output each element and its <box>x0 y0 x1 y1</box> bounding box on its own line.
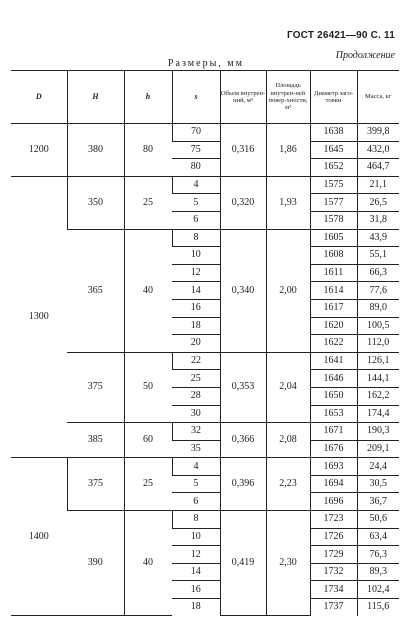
cell-mass: 115,6 <box>357 599 399 616</box>
cell-s: 10 <box>172 247 220 265</box>
cell-mass: 100,5 <box>357 317 399 335</box>
table-row <box>11 511 399 529</box>
cell-mass: 63,4 <box>357 528 399 546</box>
cell-H: 350 <box>67 176 124 229</box>
cell-vol: 0,396 <box>220 458 266 511</box>
cell-mass: 190,3 <box>357 423 399 441</box>
cell-h: 25 <box>124 458 172 511</box>
cell-mass: 43,9 <box>357 229 399 247</box>
cell-diameter: 1638 <box>310 124 357 142</box>
cell-diameter: 1734 <box>310 581 357 599</box>
continuation-label: Продолжение <box>335 50 395 61</box>
table-row <box>11 124 399 142</box>
cell-mass: 162,2 <box>357 387 399 405</box>
cell-s: 10 <box>172 528 220 546</box>
cell-D: 1200 <box>11 124 67 177</box>
cell-s: 30 <box>172 405 220 423</box>
table-row <box>11 229 399 247</box>
cell-s: 14 <box>172 563 220 581</box>
cell-D: 1400 <box>11 458 67 616</box>
cell-diameter: 1620 <box>310 317 357 335</box>
col-header-diameter: Диаметр заго-товки <box>310 71 357 124</box>
cell-mass: 174,4 <box>357 405 399 423</box>
cell-area: 2,08 <box>266 423 310 458</box>
cell-area: 2,23 <box>266 458 310 511</box>
cell-mass: 209,1 <box>357 440 399 458</box>
cell-area: 2,30 <box>266 511 310 616</box>
cell-h: 40 <box>124 511 172 616</box>
cell-diameter: 1652 <box>310 159 357 177</box>
cell-diameter: 1650 <box>310 387 357 405</box>
cell-vol: 0,366 <box>220 423 266 458</box>
cell-s: 70 <box>172 124 220 142</box>
cell-s: 20 <box>172 335 220 353</box>
cell-s: 6 <box>172 211 220 229</box>
cell-diameter: 1726 <box>310 528 357 546</box>
cell-H: 365 <box>67 229 124 352</box>
cell-s: 22 <box>172 352 220 370</box>
cell-diameter: 1646 <box>310 370 357 388</box>
cell-diameter: 1622 <box>310 335 357 353</box>
col-header-h: h <box>124 71 172 124</box>
col-header-D: D <box>11 71 67 124</box>
cell-diameter: 1729 <box>310 546 357 564</box>
cell-s: 4 <box>172 458 220 476</box>
cell-s: 18 <box>172 317 220 335</box>
cell-diameter: 1641 <box>310 352 357 370</box>
cell-area: 1,86 <box>266 124 310 177</box>
cell-diameter: 1577 <box>310 194 357 212</box>
cell-H: 375 <box>67 352 124 422</box>
cell-diameter: 1645 <box>310 141 357 159</box>
cell-diameter: 1614 <box>310 282 357 300</box>
cell-s: 18 <box>190 601 201 613</box>
col-header-H: H <box>67 71 124 124</box>
cell-area: 2,04 <box>266 352 310 422</box>
table-header-row <box>11 71 399 124</box>
cell-h: 80 <box>124 124 172 177</box>
cell-s: 4 <box>172 176 220 194</box>
cell-mass: 432,0 <box>357 141 399 159</box>
cell-s: 8 <box>172 511 220 529</box>
cell-h: 60 <box>124 423 172 458</box>
cell-area: 1,93 <box>266 176 310 229</box>
cell-mass: 66,3 <box>357 264 399 282</box>
sizes-caption: Размеры, мм <box>168 58 244 69</box>
cell-vol: 0,340 <box>220 229 266 352</box>
cell-diameter: 1617 <box>310 299 357 317</box>
cell-mass: 21,1 <box>357 176 399 194</box>
col-header-area: Площадь внутрен-ней повер-хности, м² <box>266 71 310 124</box>
cell-mass: 126,1 <box>357 352 399 370</box>
cell-s: 12 <box>172 264 220 282</box>
cell-s: 80 <box>172 159 220 177</box>
cell-diameter: 1732 <box>310 563 357 581</box>
cell-H: 380 <box>67 124 124 177</box>
cell-vol: 0,419 <box>220 511 266 616</box>
cell-s: 75 <box>172 141 220 159</box>
cell-diameter: 1671 <box>310 423 357 441</box>
cell-diameter: 1693 <box>310 458 357 476</box>
cell-mass: 55,1 <box>357 247 399 265</box>
cell-mass: 26,5 <box>357 194 399 212</box>
col-header-s: s <box>172 71 220 124</box>
cell-s: 14 <box>172 282 220 300</box>
cell-mass: 50,6 <box>357 511 399 529</box>
table-body <box>11 124 399 616</box>
cell-diameter: 1676 <box>310 440 357 458</box>
cell-mass: 24,4 <box>357 458 399 476</box>
cell-D: 1300 <box>11 176 67 458</box>
cell-diameter: 1608 <box>310 247 357 265</box>
cell-mass: 464,7 <box>357 159 399 177</box>
cell-h: 25 <box>124 176 172 229</box>
cell-s: 5 <box>172 194 220 212</box>
cell-diameter: 1578 <box>310 211 357 229</box>
cell-vol: 0,316 <box>220 124 266 177</box>
cell-mass: 30,5 <box>357 475 399 493</box>
cell-s: 8 <box>172 229 220 247</box>
cell-diameter: 1723 <box>310 511 357 529</box>
cell-mass: 89,3 <box>357 563 399 581</box>
cell-h: 40 <box>124 229 172 352</box>
dimensions-table <box>11 70 399 616</box>
cell-H: 390 <box>67 511 124 616</box>
page-header <box>0 30 409 44</box>
cell-s: 5 <box>172 475 220 493</box>
cell-mass: 76,3 <box>357 546 399 564</box>
cell-mass: 77,6 <box>357 282 399 300</box>
cell-h: 50 <box>124 352 172 422</box>
cell-mass: 102,4 <box>357 581 399 599</box>
cell-diameter: 1605 <box>310 229 357 247</box>
cell-s: 35 <box>172 440 220 458</box>
cell-area: 2,00 <box>266 229 310 352</box>
cell-mass: 31,8 <box>357 211 399 229</box>
table-row <box>11 458 399 476</box>
cell-mass: 36,7 <box>357 493 399 511</box>
cell-s: 25 <box>172 370 220 388</box>
cell-diameter: 1694 <box>310 475 357 493</box>
table-row <box>11 176 399 194</box>
cell-s: 12 <box>172 546 220 564</box>
cell-mass: 89,0 <box>357 299 399 317</box>
col-header-volume: Объем внутрен-ний, м³ <box>220 71 266 124</box>
standard-number: ГОСТ 26421—90 С. 11 <box>286 30 395 41</box>
cell-diameter: 1696 <box>310 493 357 511</box>
cell-H: 375 <box>67 458 124 511</box>
table-row <box>11 352 399 370</box>
cell-vol: 0,320 <box>220 176 266 229</box>
cell-vol: 0,353 <box>220 352 266 422</box>
cell-diameter: 1737 <box>310 599 357 616</box>
cell-diameter: 1653 <box>310 405 357 423</box>
cell-mass: 112,0 <box>357 335 399 353</box>
cell-mass: 399,8 <box>357 124 399 142</box>
cell-diameter: 1611 <box>310 264 357 282</box>
cell-H: 385 <box>67 423 124 458</box>
cell-s: 28 <box>172 387 220 405</box>
cell-s: 16 <box>172 581 220 599</box>
cell-s: 6 <box>172 493 220 511</box>
cell-s: 16 <box>172 299 220 317</box>
col-header-mass: Масса, кг <box>357 71 399 124</box>
cell-s: 32 <box>172 423 220 441</box>
cell-diameter: 1575 <box>310 176 357 194</box>
table-row <box>11 423 399 441</box>
cell-mass: 144,1 <box>357 370 399 388</box>
